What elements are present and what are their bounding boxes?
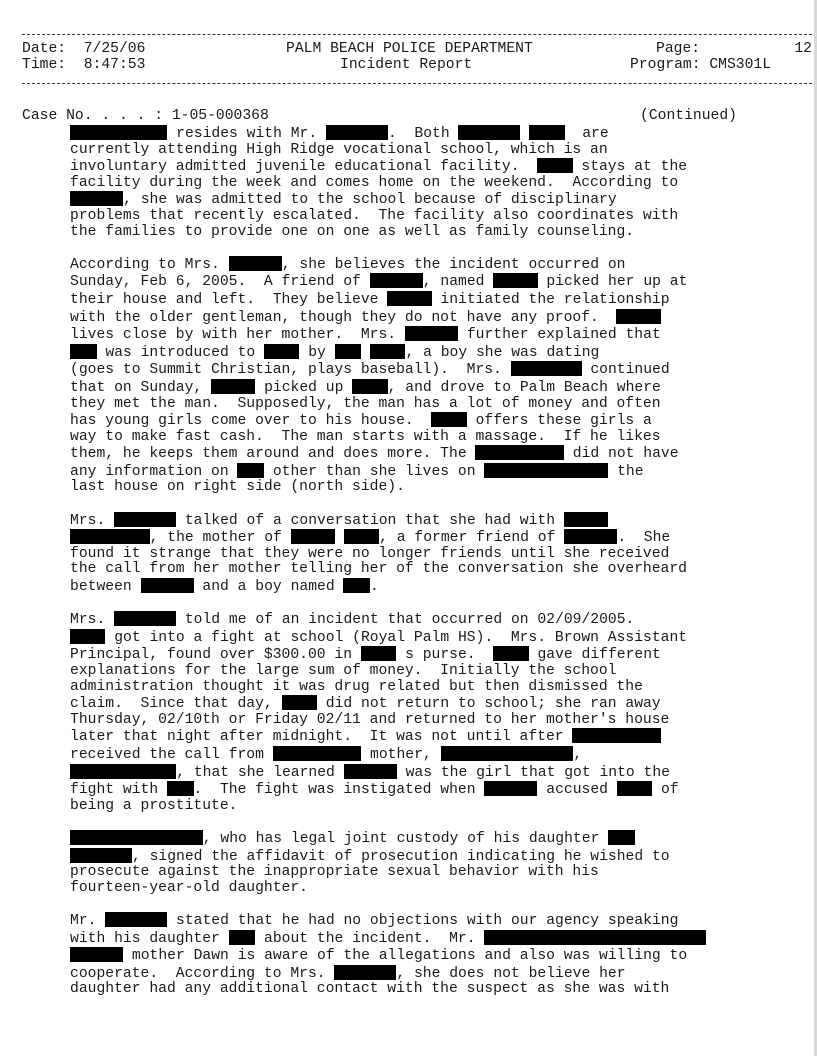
narrative-text: stays at the xyxy=(572,159,688,176)
narrative-line xyxy=(70,176,810,192)
narrative-line xyxy=(70,629,810,647)
narrative-text: . xyxy=(370,579,379,596)
redaction-bar xyxy=(484,463,608,478)
narrative-text: was introduced to xyxy=(96,344,265,361)
case-number: 1-05-000368 xyxy=(171,108,269,124)
redaction-bar xyxy=(167,781,194,796)
narrative-line xyxy=(70,125,810,143)
narrative-text: , a former friend of xyxy=(379,530,565,547)
redaction-bar xyxy=(334,965,396,980)
page-number: 12 xyxy=(794,41,812,57)
redaction-bar xyxy=(70,764,176,779)
narrative-paragraph xyxy=(70,912,810,998)
redaction-bar xyxy=(70,529,150,544)
redaction-bar xyxy=(484,781,537,796)
redaction-bar xyxy=(405,326,458,341)
redaction-bar xyxy=(475,445,564,460)
narrative-text: with his daughter xyxy=(70,930,229,947)
redaction-bar xyxy=(291,529,335,544)
narrative-line xyxy=(70,445,810,463)
narrative-text: accused xyxy=(537,782,617,799)
redaction-bar xyxy=(493,646,528,661)
narrative-text: Principal, found over $300.00 in xyxy=(70,647,361,664)
narrative-text: mother, xyxy=(361,746,441,763)
narrative-line xyxy=(70,344,810,362)
date-value: 7/25/06 xyxy=(83,41,146,57)
narrative-line xyxy=(70,480,810,496)
redaction-bar xyxy=(70,125,167,140)
redaction-bar xyxy=(273,746,362,761)
narrative-line xyxy=(70,664,810,680)
narrative-line xyxy=(70,746,810,764)
narrative-paragraph xyxy=(70,512,810,596)
narrative-text xyxy=(361,345,370,361)
narrative-line xyxy=(70,781,810,799)
continued-label: (Continued) xyxy=(640,108,737,124)
redaction-bar xyxy=(141,578,194,593)
narrative-text: later that night after midnight. It was not until after xyxy=(70,729,573,746)
narrative-line xyxy=(70,291,810,309)
narrative-text: about the incident. Mr. xyxy=(255,930,485,947)
narrative-line xyxy=(70,865,810,881)
header-top-rule xyxy=(22,34,812,35)
redaction-bar xyxy=(70,947,123,962)
redaction-bar xyxy=(608,830,635,845)
narrative-text: other than she lives on xyxy=(264,463,485,480)
narrative-line xyxy=(70,578,810,596)
report-type: Incident Report xyxy=(340,57,473,73)
narrative-line xyxy=(70,764,810,782)
redaction-bar xyxy=(564,512,608,527)
redaction-bar xyxy=(617,781,652,796)
agency-name: PALM BEACH POLICE DEPARTMENT xyxy=(286,41,533,57)
redaction-bar xyxy=(70,830,203,845)
narrative-text: resides with Mr. xyxy=(167,126,326,142)
narrative-text: picked her up at xyxy=(537,274,688,291)
narrative-text: with the older gentleman, though they do not have any proof. xyxy=(70,309,617,326)
header-bottom-rule xyxy=(22,83,812,84)
narrative-text: told me of an incident that occurred on 02/09/2005. xyxy=(176,612,635,629)
redaction-bar xyxy=(114,512,176,527)
narrative-text: further explained that xyxy=(458,327,661,344)
narrative-line xyxy=(70,412,810,430)
narrative-text: prosecute against the inappropriate sexual behavior with his xyxy=(70,864,599,881)
narrative-line xyxy=(70,611,810,629)
redaction-bar xyxy=(441,746,574,761)
narrative-text: , and drove to Palm Beach where xyxy=(387,379,661,396)
narrative-line xyxy=(70,326,810,344)
narrative-text: received the call from xyxy=(70,746,273,763)
narrative-text: , she believes the incident occurred on xyxy=(281,256,626,273)
narrative-text: currently attending High Ridge vocational school, which is an xyxy=(70,141,608,158)
narrative-text: problems that recently escalated. The facility also coordinates with xyxy=(70,207,679,224)
narrative-text: way to make fast cash. The man starts with a massage. If he likes xyxy=(70,428,661,445)
narrative-line xyxy=(70,646,810,664)
narrative-paragraph xyxy=(70,256,810,496)
redaction-bar xyxy=(70,344,97,359)
narrative-text: that on Sunday, xyxy=(70,379,212,396)
narrative-line xyxy=(70,430,810,446)
date-line xyxy=(22,42,145,58)
narrative-line xyxy=(70,713,810,729)
narrative-line xyxy=(70,799,810,815)
redaction-bar xyxy=(211,379,255,394)
narrative-text: the families to provide one on one as well as family counseling. xyxy=(70,223,635,240)
narrative-text: fight with xyxy=(70,782,167,799)
narrative-text: their house and left. They believe xyxy=(70,291,388,308)
redaction-bar xyxy=(343,578,370,593)
narrative-line xyxy=(70,158,810,176)
narrative-text: claim. Since that day, xyxy=(70,696,282,713)
redaction-bar xyxy=(105,912,167,927)
narrative-line xyxy=(70,309,810,327)
narrative-line xyxy=(70,512,810,530)
redaction-bar xyxy=(361,646,396,661)
redaction-bar xyxy=(484,930,705,945)
narrative-text: are xyxy=(564,126,609,142)
redaction-bar xyxy=(431,412,466,427)
narrative-text: stated that he had no objections with our agency speaking xyxy=(167,912,679,929)
narrative-text: has young girls come over to his house. xyxy=(70,413,432,430)
narrative-text: did not return to school; she ran away xyxy=(316,696,661,713)
narrative-line xyxy=(70,562,810,578)
narrative-text: they met the man. Supposedly, the man has a lot of money and often xyxy=(70,395,661,412)
narrative-line xyxy=(70,680,810,696)
narrative-line xyxy=(70,209,810,225)
program-label: Program: xyxy=(630,57,701,73)
program-value: CMS301L xyxy=(709,57,772,73)
narrative-line xyxy=(70,930,810,948)
narrative-line xyxy=(70,695,810,713)
narrative-line xyxy=(70,143,810,159)
redaction-bar xyxy=(493,273,537,288)
narrative-line xyxy=(70,881,810,897)
redaction-bar xyxy=(70,848,132,863)
narrative-line xyxy=(70,982,810,998)
narrative-text: , that she learned xyxy=(176,764,344,781)
narrative-text: found it strange that they were no longer friends until she received xyxy=(70,545,670,562)
redaction-bar xyxy=(335,344,362,359)
narrative-text: of xyxy=(652,782,679,799)
case-line xyxy=(22,109,269,125)
narrative-text: gave different xyxy=(528,647,661,664)
narrative-text: between xyxy=(70,579,141,596)
narrative-text: any information on xyxy=(70,463,238,480)
narrative-text: picked up xyxy=(255,379,353,396)
narrative-text: administration thought it was drug related but then dismissed the xyxy=(70,678,643,695)
narrative-text: . Both xyxy=(387,126,459,142)
redaction-bar xyxy=(326,125,388,140)
narrative-text: explanations for the large sum of money. Initially the school xyxy=(70,663,617,679)
redaction-bar xyxy=(572,728,661,743)
narrative-text: . She xyxy=(617,530,671,547)
narrative-text: continued xyxy=(581,362,670,379)
narrative-text: offers these girls a xyxy=(466,413,652,430)
narrative-text: did not have xyxy=(563,446,679,463)
redaction-bar xyxy=(370,273,423,288)
narrative-line xyxy=(70,463,810,481)
redaction-bar xyxy=(229,256,282,271)
redaction-bar xyxy=(70,191,123,206)
narrative-line xyxy=(70,547,810,563)
redaction-bar xyxy=(229,930,256,945)
narrative-paragraph xyxy=(70,830,810,896)
time-line xyxy=(22,58,145,74)
narrative-paragraph xyxy=(70,125,810,240)
narrative-text: talked of a conversation that she had with xyxy=(176,512,564,529)
narrative-text: , she does not believe her xyxy=(396,965,626,982)
redaction-bar xyxy=(237,463,264,478)
redaction-bar xyxy=(511,361,582,376)
narrative-line xyxy=(70,728,810,746)
narrative-text: by xyxy=(299,344,335,361)
redaction-bar xyxy=(70,629,105,644)
narrative-line xyxy=(70,947,810,965)
program-line xyxy=(630,58,771,74)
narrative-text: According to Mrs. xyxy=(70,256,229,273)
narrative-text: lives close by with her mother. Mrs. xyxy=(70,327,405,344)
redaction-bar xyxy=(537,158,572,173)
narrative-text: the call from her mother telling her of the conversation she overheard xyxy=(70,561,687,578)
narrative-text: and a boy named xyxy=(193,579,344,596)
narrative-line xyxy=(70,397,810,413)
narrative-text: . The fight was instigated when xyxy=(193,782,485,799)
narrative-line xyxy=(70,361,810,379)
narrative-line xyxy=(70,830,810,848)
narrative-text xyxy=(335,530,344,546)
narrative-text: , xyxy=(573,746,583,763)
redaction-bar xyxy=(458,125,520,140)
redaction-bar xyxy=(352,379,387,394)
narrative-text: initiated the relationship xyxy=(431,291,670,308)
case-label: Case No. . . . : xyxy=(22,108,164,124)
narrative-text: , the mother of xyxy=(149,530,291,547)
narrative-text: (goes to Summit Christian, plays baseball). Mrs. xyxy=(70,362,511,379)
redaction-bar xyxy=(344,764,397,779)
narrative-text: being a prostitute. xyxy=(70,797,238,814)
redaction-bar xyxy=(114,611,176,626)
narrative-text: , a boy she was dating xyxy=(405,344,600,361)
narrative-text: , she was admitted to the school because of disciplinary xyxy=(123,192,617,209)
narrative-text: , named xyxy=(422,274,494,291)
narrative-line xyxy=(70,225,810,241)
narrative-text: the xyxy=(608,463,644,480)
narrative-line xyxy=(70,912,810,930)
narrative-text: mother Dawn is aware of the allegations and also was willing to xyxy=(123,948,688,965)
narrative-text: Thursday, 02/10th or Friday 02/11 and returned to her mother's house xyxy=(70,711,670,728)
narrative-line xyxy=(70,256,810,274)
narrative-line xyxy=(70,965,810,983)
narrative-text: cooperate. According to Mrs. xyxy=(70,965,335,982)
narrative-text: Mrs. xyxy=(70,612,115,629)
narrative-line xyxy=(70,379,810,397)
redaction-bar xyxy=(344,529,379,544)
narrative-text: got into a fight at school (Royal Palm HS). Mrs. Brown Assistant xyxy=(105,629,688,646)
narrative-text xyxy=(520,126,529,142)
narrative-line xyxy=(70,848,810,866)
redaction-bar xyxy=(529,125,564,140)
narrative-line xyxy=(70,273,810,291)
redaction-bar xyxy=(370,344,405,359)
narrative-text: was the girl that got into the xyxy=(396,764,670,781)
redaction-bar xyxy=(387,291,431,306)
narrative-text: Mr. xyxy=(70,912,106,929)
time-label: Time: xyxy=(22,57,67,73)
narrative-text: Sunday, Feb 6, 2005. A friend of xyxy=(70,274,370,291)
redaction-bar xyxy=(616,309,660,324)
page-label: Page: xyxy=(656,41,701,57)
narrative-body xyxy=(70,125,810,1013)
narrative-text: facility during the week and comes home on the weekend. According to xyxy=(70,174,679,191)
narrative-line xyxy=(70,191,810,209)
narrative-text: s purse. xyxy=(396,647,494,664)
time-value: 8:47:53 xyxy=(83,57,146,73)
redaction-bar xyxy=(282,695,317,710)
redaction-bar xyxy=(264,344,299,359)
narrative-paragraph xyxy=(70,611,810,814)
narrative-text: Mrs. xyxy=(70,512,115,529)
narrative-line xyxy=(70,529,810,547)
narrative-text: fourteen-year-old daughter. xyxy=(70,879,308,896)
page-line xyxy=(656,42,812,58)
narrative-text: them, he keeps them around and does more. The xyxy=(70,446,476,463)
narrative-text: daughter had any additional contact with the suspect as she was with xyxy=(70,981,670,998)
redaction-bar xyxy=(564,529,617,544)
narrative-text: last house on right side (north side). xyxy=(70,479,405,496)
narrative-text: , signed the affidavit of prosecution indicating he wished to xyxy=(131,848,670,865)
date-label: Date: xyxy=(22,41,67,57)
narrative-text: , who has legal joint custody of his daughter xyxy=(202,830,609,847)
narrative-text: involuntary admitted juvenile educational facility. xyxy=(70,159,538,176)
